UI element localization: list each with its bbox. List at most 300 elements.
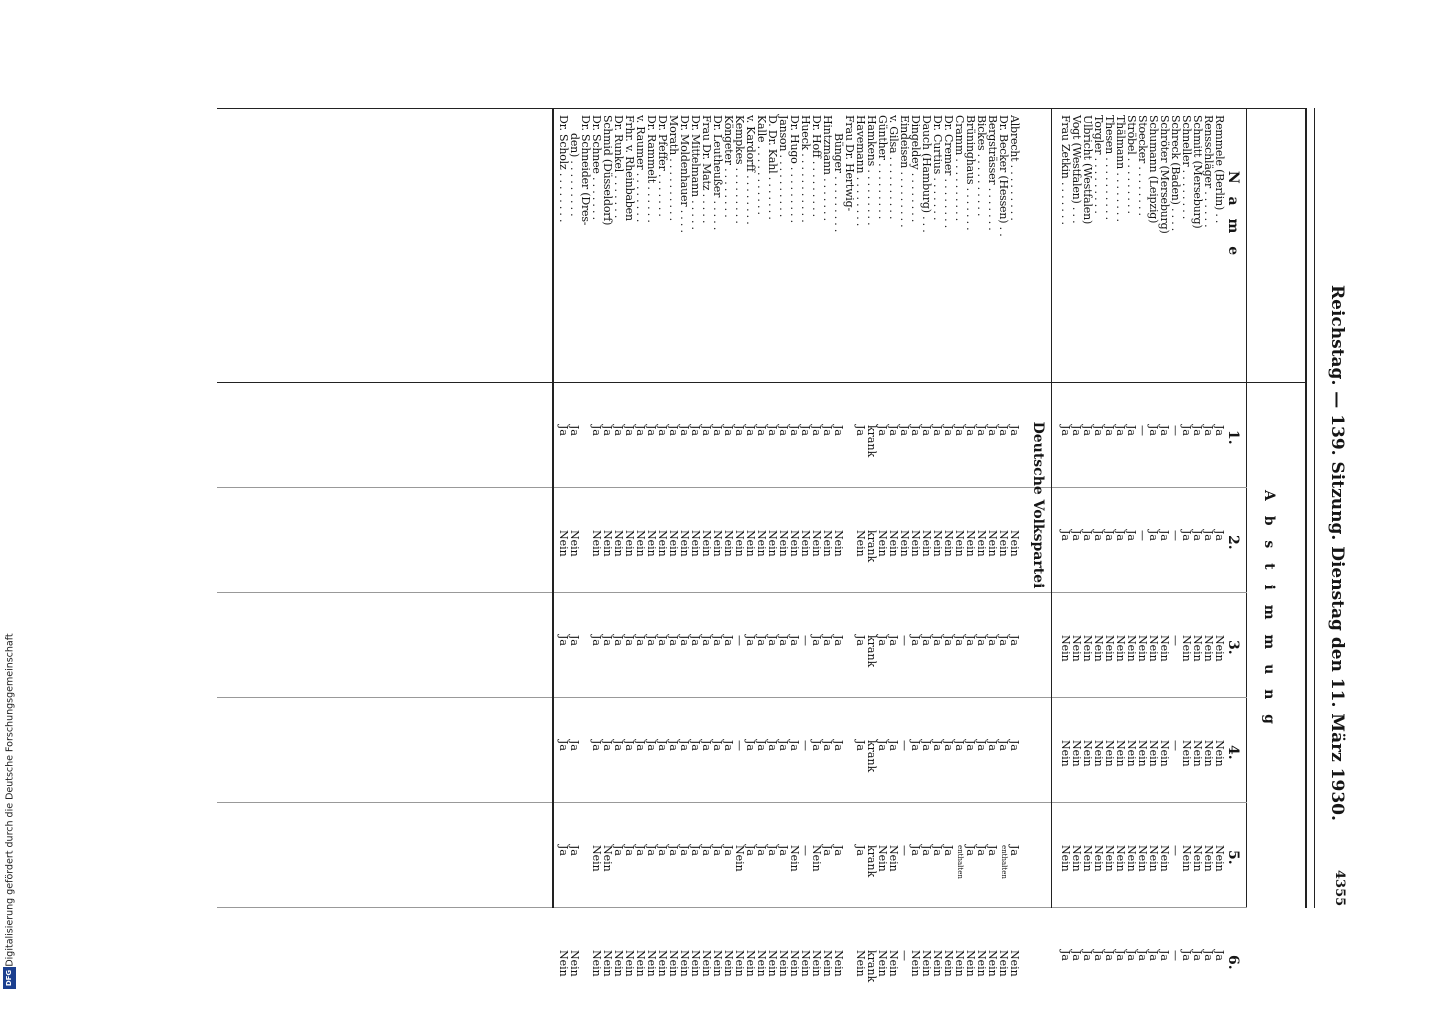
vote-cell: Ja bbox=[623, 740, 636, 751]
vote-cell: Ja bbox=[1092, 950, 1105, 961]
vote-cell: Nein bbox=[810, 530, 823, 557]
member-name: Kalle . . . . . . . . . . . bbox=[755, 115, 768, 215]
vote-cell: Nein bbox=[953, 530, 966, 557]
vote-cell: Ja bbox=[810, 425, 823, 436]
member-row bbox=[909, 100, 922, 977]
vote-cell: Nein bbox=[997, 950, 1010, 977]
vote-cell: Ja bbox=[612, 740, 625, 751]
vote-cell: Nein bbox=[634, 530, 647, 557]
vote-cell: Ja bbox=[986, 425, 999, 436]
vote-cell: Ja bbox=[755, 425, 768, 436]
vote-cell: Ja bbox=[722, 740, 735, 751]
vote-cell: Nein bbox=[590, 530, 603, 557]
vote-cell: Ja bbox=[557, 635, 570, 646]
vote-cell: Ja bbox=[1059, 950, 1072, 961]
member-row bbox=[711, 100, 724, 977]
member-name: Kempkes . . . . . . . . . bbox=[733, 115, 746, 224]
vote-cell: Nein bbox=[1059, 635, 1072, 662]
vote-cell: Ja bbox=[887, 740, 900, 751]
vote-cell: Nein bbox=[810, 845, 823, 872]
vote-cell: Nein bbox=[1158, 845, 1171, 872]
vote-cell: Nein bbox=[700, 950, 713, 977]
member-row bbox=[844, 100, 855, 910]
vote-cell: Nein bbox=[876, 530, 889, 557]
dfg-logo-text: DFG bbox=[5, 969, 14, 987]
vote-cell: Ja bbox=[1114, 425, 1127, 436]
vote-cell: Ja bbox=[788, 740, 801, 751]
table-top-rule bbox=[1305, 108, 1307, 908]
vote-columns-top-rule bbox=[1246, 382, 1247, 908]
vote-cell: Ja bbox=[1125, 530, 1138, 541]
vote-cell: Ja bbox=[1191, 530, 1204, 541]
vote-cell: Ja bbox=[788, 425, 801, 436]
member-name: Eindeisen . . . . . . . . . bbox=[898, 115, 911, 228]
vote-cell: Nein bbox=[1059, 740, 1072, 767]
page-header bbox=[1323, 100, 1347, 910]
vote-cell: Nein bbox=[590, 950, 603, 977]
vote-cell: Ja bbox=[755, 635, 768, 646]
vote-cell: Nein bbox=[557, 530, 570, 557]
member-name: Dr. Schneider (Dres- bbox=[579, 115, 592, 226]
vote-cell: Nein bbox=[1092, 635, 1105, 662]
member-name: Dauch (Hamburg) . . . bbox=[920, 115, 933, 233]
vote-cell: Nein bbox=[766, 530, 779, 557]
vote-cell: Nein bbox=[612, 530, 625, 557]
vote-cell: Ja bbox=[1147, 425, 1160, 436]
vote-cell: Ja bbox=[1114, 950, 1127, 961]
section-rule bbox=[1051, 108, 1052, 908]
member-name: Frhr. v. Rheinbaben bbox=[623, 115, 636, 221]
vote-cell: Nein bbox=[755, 950, 768, 977]
vote-cell: Ja bbox=[1114, 530, 1127, 541]
member-row bbox=[1136, 100, 1149, 961]
vote-cell: Nein bbox=[964, 530, 977, 557]
member-row bbox=[865, 100, 878, 983]
vote-cell: Ja bbox=[645, 635, 658, 646]
vote-cell: Nein bbox=[656, 530, 669, 557]
vote-cell: Ja bbox=[1158, 530, 1171, 541]
vote-cell: Ja bbox=[1008, 425, 1021, 436]
vote-cell: Ja bbox=[1081, 950, 1094, 961]
member-name: D. Dr. Kahl . . . . . . . bbox=[766, 115, 779, 220]
vote-cell: Ja bbox=[700, 845, 713, 856]
vote-cell: Nein bbox=[1081, 635, 1094, 662]
vote-cell: Nein bbox=[700, 530, 713, 557]
member-row bbox=[997, 100, 1010, 977]
vote-cell: Ja bbox=[931, 845, 944, 856]
vote-cell: Nein bbox=[1180, 740, 1193, 767]
member-name: Dr. Cremer . . . . . . . . bbox=[942, 115, 955, 228]
vote-cell: Ja bbox=[722, 845, 735, 856]
vote-cell: Nein bbox=[1213, 740, 1226, 767]
member-name: Günther . . . . . . . . . bbox=[876, 115, 889, 220]
vote-cell: Ja bbox=[942, 425, 955, 436]
member-row bbox=[678, 100, 691, 977]
member-row bbox=[942, 100, 955, 977]
vote-cell: Nein bbox=[722, 530, 735, 557]
vote-cell: Ja bbox=[568, 425, 581, 436]
vote-cell: Nein bbox=[777, 530, 790, 557]
vote-cell: Ja bbox=[964, 635, 977, 646]
votes-header: A b s t i m m u n g bbox=[1261, 490, 1277, 729]
member-row bbox=[810, 100, 823, 977]
vote-cell: Nein bbox=[854, 530, 867, 557]
vote-cell: Nein bbox=[1191, 845, 1204, 872]
vote-cell: — bbox=[1136, 530, 1149, 541]
vote-cell: Nein bbox=[1070, 740, 1083, 767]
vote-cell: Ja bbox=[898, 425, 911, 436]
vote-cell: Ja bbox=[568, 635, 581, 646]
member-name: Hueck . . . . . . . . . . . bbox=[799, 115, 812, 223]
vote-cell: Ja bbox=[1070, 530, 1083, 541]
vote-cell: Nein bbox=[733, 530, 746, 557]
vote-cell: Ja bbox=[942, 635, 955, 646]
member-name: Dr. Hugo . . . . . . . . . bbox=[788, 115, 801, 223]
member-name: v. Gilsa . . . . . . . . . . bbox=[887, 115, 900, 220]
column-number: 1. bbox=[1225, 430, 1241, 445]
vote-cell: Nein bbox=[1202, 740, 1215, 767]
vote-cell: Nein bbox=[1158, 740, 1171, 767]
vote-cell: Ja bbox=[744, 635, 757, 646]
vote-cell: Ja bbox=[612, 425, 625, 436]
member-name: Frau Zetkin . . . . . . . bbox=[1059, 115, 1072, 225]
vote-cell: Ja bbox=[1008, 635, 1021, 646]
vote-cell: Nein bbox=[1092, 845, 1105, 872]
member-row bbox=[1169, 100, 1182, 961]
vote-cell: Nein bbox=[1191, 635, 1204, 662]
column-number: 4. bbox=[1225, 745, 1241, 760]
vote-cell: Ja bbox=[612, 635, 625, 646]
vote-cell: Nein bbox=[1125, 845, 1138, 872]
vote-cell: Ja bbox=[744, 845, 757, 856]
member-name: Dr. Becker (Hessen) . . bbox=[997, 115, 1010, 237]
vote-cell: Nein bbox=[1213, 845, 1226, 872]
vote-cell: Ja bbox=[744, 740, 757, 751]
vote-cell: Nein bbox=[656, 950, 669, 977]
vote-cell: Ja bbox=[887, 635, 900, 646]
vote-cell: Ja bbox=[876, 740, 889, 751]
member-row bbox=[700, 100, 713, 977]
vote-cell: Nein bbox=[733, 950, 746, 977]
vote-cell: Ja bbox=[678, 425, 691, 436]
vote-cell: Ja bbox=[1070, 950, 1083, 961]
vote-cell: Nein bbox=[964, 950, 977, 977]
vote-cell: Ja bbox=[975, 845, 988, 856]
vote-cell: Ja bbox=[832, 740, 845, 751]
member-name: Albrecht . . . . . . . . . bbox=[1008, 115, 1021, 221]
member-name: Schmid (Düsseldorf) bbox=[601, 115, 614, 226]
vote-cell: Ja bbox=[942, 845, 955, 856]
vote-cell: Nein bbox=[1114, 635, 1127, 662]
vote-cell: Nein bbox=[744, 530, 757, 557]
member-row bbox=[1125, 100, 1138, 961]
vote-cell: Ja bbox=[1213, 530, 1226, 541]
member-row bbox=[777, 100, 790, 977]
vote-cell: krank bbox=[865, 845, 878, 878]
member-name: Schneller . . . . . . . . bbox=[1180, 115, 1193, 220]
vote-cell: Nein bbox=[821, 530, 834, 557]
vote-cell: Ja bbox=[557, 740, 570, 751]
vote-cell: Ja bbox=[1213, 425, 1226, 436]
vote-cell: Ja bbox=[1092, 530, 1105, 541]
vote-cell: Ja bbox=[975, 635, 988, 646]
vote-cell: Ja bbox=[1191, 425, 1204, 436]
vote-cell: Nein bbox=[909, 530, 922, 557]
vote-cell: Ja bbox=[667, 845, 680, 856]
vote-cell: Ja bbox=[623, 845, 636, 856]
member-row bbox=[876, 100, 889, 977]
vote-cell: Nein bbox=[711, 530, 724, 557]
vote-cell: — bbox=[799, 740, 812, 751]
vote-cell: Nein bbox=[1125, 635, 1138, 662]
vote-cell: krank bbox=[865, 950, 878, 983]
vote-cell: Ja bbox=[920, 425, 933, 436]
member-row bbox=[788, 100, 801, 977]
vote-cell: Ja bbox=[953, 635, 966, 646]
member-row bbox=[557, 100, 570, 977]
vote-cell: — bbox=[799, 635, 812, 646]
member-name: Dingeldey . . . . . . . . bbox=[909, 115, 922, 223]
vote-cell: Ja bbox=[722, 425, 735, 436]
vote-cell: Nein bbox=[788, 950, 801, 977]
vote-cell: Ja bbox=[1103, 950, 1116, 961]
vote-cell: Nein bbox=[755, 530, 768, 557]
member-row bbox=[1008, 100, 1021, 977]
member-name: v. Raumer . . . . . . . . bbox=[634, 115, 647, 223]
vote-cell: Ja bbox=[689, 740, 702, 751]
member-name: Frau Dr. Matz . . . . . bbox=[700, 115, 713, 224]
vote-cell: Ja bbox=[821, 635, 834, 646]
vote-cell: Nein bbox=[898, 530, 911, 557]
vote-cell: Ja bbox=[733, 425, 746, 436]
vote-cell: enthalten bbox=[1000, 845, 1008, 879]
member-row bbox=[953, 100, 966, 977]
vote-cell: Ja bbox=[920, 635, 933, 646]
vote-cell: Nein bbox=[1081, 740, 1094, 767]
vote-cell: Ja bbox=[799, 425, 812, 436]
vote-cell: Ja bbox=[601, 425, 614, 436]
vote-cell: — bbox=[898, 740, 911, 751]
vote-cell: Nein bbox=[623, 950, 636, 977]
vote-cell: Nein bbox=[667, 950, 680, 977]
vote-cell: krank bbox=[865, 635, 878, 668]
vote-cell: Nein bbox=[678, 530, 691, 557]
header-rule bbox=[1314, 108, 1315, 908]
vote-cell: Nein bbox=[942, 950, 955, 977]
vote-cell: Nein bbox=[1202, 635, 1215, 662]
vote-cell: krank bbox=[865, 530, 878, 563]
vote-cell: Ja bbox=[909, 740, 922, 751]
vote-cell: Nein bbox=[1008, 950, 1021, 977]
vote-cell: Nein bbox=[667, 530, 680, 557]
vote-cell: Ja bbox=[634, 425, 647, 436]
member-name: Thälmann . . . . . . . . bbox=[1114, 115, 1127, 222]
member-row bbox=[634, 100, 647, 977]
vote-cell: Nein bbox=[612, 950, 625, 977]
vote-cell: Nein bbox=[931, 950, 944, 977]
vote-cell: Nein bbox=[1103, 740, 1116, 767]
vote-cell: Ja bbox=[568, 740, 581, 751]
member-name: Köngeter . . . . . . . . bbox=[722, 115, 735, 218]
member-name: Dr. Mittelmann . . . . . bbox=[689, 115, 702, 230]
member-row bbox=[1081, 100, 1094, 961]
vote-cell: Ja bbox=[1202, 530, 1215, 541]
vote-cell: Ja bbox=[755, 740, 768, 751]
vote-cell: — bbox=[1169, 530, 1182, 541]
member-row bbox=[821, 100, 834, 977]
vote-cell: Ja bbox=[1059, 425, 1072, 436]
vote-cell: Nein bbox=[1191, 740, 1204, 767]
member-name: Dr. Scholz . . . . . . . . bbox=[557, 115, 570, 223]
name-column-header: N a m e bbox=[1225, 170, 1241, 260]
member-name: Dr. Hoff . . . . . . . . . bbox=[810, 115, 823, 217]
vote-cell: Nein bbox=[1213, 635, 1226, 662]
vote-cell: Nein bbox=[557, 950, 570, 977]
member-row bbox=[667, 100, 680, 977]
vote-cell: Nein bbox=[986, 530, 999, 557]
member-row bbox=[799, 100, 812, 977]
vote-cell: Nein bbox=[722, 950, 735, 977]
vote-cell: Ja bbox=[590, 425, 603, 436]
vote-cell: Ja bbox=[1202, 425, 1215, 436]
vote-cell: Ja bbox=[909, 635, 922, 646]
vote-cell: — bbox=[1169, 845, 1182, 856]
member-row bbox=[656, 100, 669, 977]
member-row bbox=[568, 100, 581, 977]
member-name: Dr. Leutheußer . . . . . bbox=[711, 115, 724, 231]
member-name: Hintzmann . . . . . . . bbox=[821, 115, 834, 221]
member-row bbox=[887, 100, 900, 977]
member-row bbox=[1147, 100, 1160, 961]
vote-cell: Ja bbox=[1136, 950, 1149, 961]
vote-cell: Ja bbox=[876, 425, 889, 436]
vote-cell: Ja bbox=[876, 635, 889, 646]
vote-cell: Nein bbox=[568, 530, 581, 557]
member-name: Thesen . . . . . . . . . . bbox=[1103, 115, 1116, 220]
member-name: Dr. Pfeffer . . . . . . . bbox=[656, 115, 669, 217]
member-name: Hamkens . . . . . . . . . bbox=[865, 115, 878, 226]
vote-cell: Ja bbox=[678, 740, 691, 751]
vote-cell: Ja bbox=[557, 845, 570, 856]
vote-cell: Ja bbox=[832, 845, 845, 856]
vote-cell: Ja bbox=[711, 635, 724, 646]
vote-cell: Ja bbox=[964, 425, 977, 436]
vote-cell: Nein bbox=[568, 950, 581, 977]
vote-cell: Ja bbox=[1125, 950, 1138, 961]
vote-cell: Ja bbox=[953, 425, 966, 436]
vote-cell: Ja bbox=[920, 845, 933, 856]
vote-cell: Ja bbox=[689, 635, 702, 646]
vote-cell: Ja bbox=[986, 635, 999, 646]
vote-cell: Ja bbox=[667, 740, 680, 751]
credit-text: Digitalisierung gefördert durch die Deutsche Forschungsgemeinschaft bbox=[4, 633, 16, 967]
vote-cell: Ja bbox=[1103, 425, 1116, 436]
member-row bbox=[744, 100, 757, 977]
vote-cell: Nein bbox=[876, 950, 889, 977]
vote-cell: — bbox=[1169, 740, 1182, 751]
vote-cell: Nein bbox=[1180, 845, 1193, 872]
vote-cell: Ja bbox=[700, 635, 713, 646]
vote-cell: Ja bbox=[1081, 425, 1094, 436]
vote-cell: Ja bbox=[953, 740, 966, 751]
vote-cell: Nein bbox=[876, 845, 889, 872]
vote-cell: Nein bbox=[1158, 635, 1171, 662]
member-name: Dr. Schnee . . . . . . . bbox=[590, 115, 603, 220]
vote-cell: Ja bbox=[700, 425, 713, 436]
vote-cell: Ja bbox=[568, 845, 581, 856]
vote-cell: — bbox=[898, 845, 911, 856]
digitization-credit bbox=[2, 0, 18, 1000]
vote-cell: Ja bbox=[964, 740, 977, 751]
vote-cell: Ja bbox=[1070, 425, 1083, 436]
member-row bbox=[1059, 100, 1072, 961]
vote-cell: Ja bbox=[931, 740, 944, 751]
vote-cell: Nein bbox=[810, 950, 823, 977]
vote-cell: Ja bbox=[854, 845, 867, 856]
vote-cell: Nein bbox=[788, 530, 801, 557]
vote-cell: Ja bbox=[1158, 425, 1171, 436]
vote-cell: Nein bbox=[953, 950, 966, 977]
document-page bbox=[117, 100, 1347, 983]
vote-cell: Nein bbox=[832, 530, 845, 557]
vote-cell: Ja bbox=[645, 425, 658, 436]
vote-cell: Ja bbox=[1180, 950, 1193, 961]
vote-cell: — bbox=[898, 635, 911, 646]
vote-cell: Ja bbox=[678, 845, 691, 856]
vote-cell: Ja bbox=[1008, 740, 1021, 751]
vote-cell: Ja bbox=[975, 740, 988, 751]
vote-cell: Ja bbox=[711, 740, 724, 751]
vote-cell: Nein bbox=[711, 950, 724, 977]
member-row bbox=[590, 100, 603, 977]
member-row bbox=[601, 100, 614, 977]
page-number: 4355 bbox=[1332, 870, 1347, 907]
vote-cell: Nein bbox=[601, 845, 614, 872]
member-row bbox=[832, 100, 845, 977]
vote-cell: Nein bbox=[601, 950, 614, 977]
vote-cell: Nein bbox=[678, 950, 691, 977]
vote-cell: Ja bbox=[623, 425, 636, 436]
vote-cell: Nein bbox=[1147, 740, 1160, 767]
vote-cell: Ja bbox=[821, 845, 834, 856]
member-name: Janson . . . . . . . . . . bbox=[777, 115, 790, 218]
vote-cell: enthalten bbox=[956, 845, 964, 879]
vote-cell: Ja bbox=[766, 425, 779, 436]
vote-cell: Ja bbox=[744, 425, 757, 436]
vote-cell: Nein bbox=[645, 530, 658, 557]
vote-cell: Ja bbox=[821, 740, 834, 751]
vote-cell: Ja bbox=[590, 740, 603, 751]
vote-cell: Ja bbox=[1180, 425, 1193, 436]
vote-cell: Ja bbox=[1180, 530, 1193, 541]
vote-cell: Ja bbox=[854, 740, 867, 751]
vote-cell: Nein bbox=[909, 950, 922, 977]
vote-cell: Ja bbox=[711, 845, 724, 856]
member-name: Bergsträsser . . . . . . . bbox=[986, 115, 999, 231]
vote-cell: Nein bbox=[997, 530, 1010, 557]
vote-cell: Ja bbox=[722, 635, 735, 646]
vote-cell: Ja bbox=[887, 425, 900, 436]
vote-cell: Ja bbox=[766, 845, 779, 856]
member-row bbox=[766, 100, 779, 977]
vote-cell: Ja bbox=[997, 740, 1010, 751]
page-header-title: Reichstag. — 139. Sitzung. Dienstag den 11. März 1930. bbox=[1327, 285, 1347, 821]
vote-cell: Nein bbox=[942, 530, 955, 557]
vote-cell: Ja bbox=[689, 845, 702, 856]
member-name: Schröter (Merseburg) bbox=[1158, 115, 1171, 234]
member-row bbox=[722, 100, 735, 977]
member-row bbox=[1158, 100, 1171, 961]
